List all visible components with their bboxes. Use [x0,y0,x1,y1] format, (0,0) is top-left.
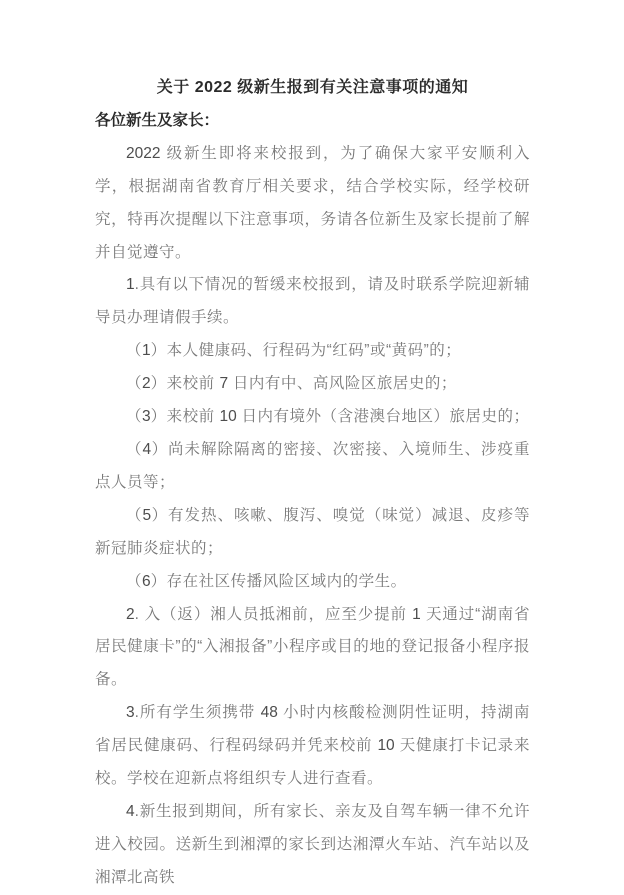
numeral: 5 [142,506,152,524]
document-title: 关于 2022 级新生报到有关注意事项的通知 [156,79,469,96]
paragraph: （3）来校前 10 日内有境外（含港澳台地区）旅居史的； [126,408,530,426]
paragraph: （5）有发热、咳嗽、腹泻、嗅觉（味觉）减退、皮疹等新冠肺炎症状的； [95,506,530,557]
paragraph: 1.具有以下情况的暂缓来校报到，请及时联系学院迎新辅导员办理请假手续。 [95,276,530,327]
numeral: 2 [142,375,151,393]
numeral: 1 [126,276,135,294]
numeral: 48 [260,704,278,722]
paragraph: 4.新生报到期间，所有家长、亲友及自驾车辆一律不允许进入校园。送新生到湘潭的家长到达湘潭火车站、汽车站以及湘潭北高铁 [95,802,530,886]
numeral: 1 [412,605,421,623]
paragraph: （1）本人健康码、行程码为“红码”或“黄码”的； [126,342,462,360]
paragraph: （4）尚未解除隔离的密接、次密接、入境师生、涉疫重点人员等； [95,440,530,491]
paragraph: 2022 级新生即将来校报到，为了确保大家平安顺利入学，根据湖南省教育厅相关要求，结合学校实际，经学校研究，特再次提醒以下注意事项，务请各位新生及家长提前了解并自觉遵守。 [95,144,530,261]
document-body [95,138,530,895]
numeral: 2 [126,605,135,623]
paragraph: （2）来校前 7 日内有中、高风险区旅居史的； [126,375,457,393]
paragraph: 2. 入（返）湘人员抵湘前，应至少提前 1 天通过“湖南省居民健康卡”的“入湘报备”小程序或目的地的登记报备小程序报备。 [95,605,531,689]
numeral: 3 [126,704,135,722]
numeral: 7 [219,375,229,393]
numeral: 1 [142,342,151,360]
paragraph: （6）存在社区传播风险区域内的学生。 [126,572,407,590]
numeral: 4 [142,440,152,458]
numeral: 3 [142,408,151,426]
numeral: 4 [126,802,135,820]
paragraph: 3.所有学生须携带 48 小时内核酸检测阴性证明，持湖南省居民健康码、行程码绿码并凭来校前 10 天健康打卡记录来校。学校在迎新点将组织专人进行查看。 [95,704,530,788]
numeral: 10 [219,408,237,426]
salutation: 各位新生及家长： [95,111,220,129]
numeral: 2022 [126,144,161,162]
numeral: 6 [142,572,151,590]
numeral: 10 [377,737,395,755]
